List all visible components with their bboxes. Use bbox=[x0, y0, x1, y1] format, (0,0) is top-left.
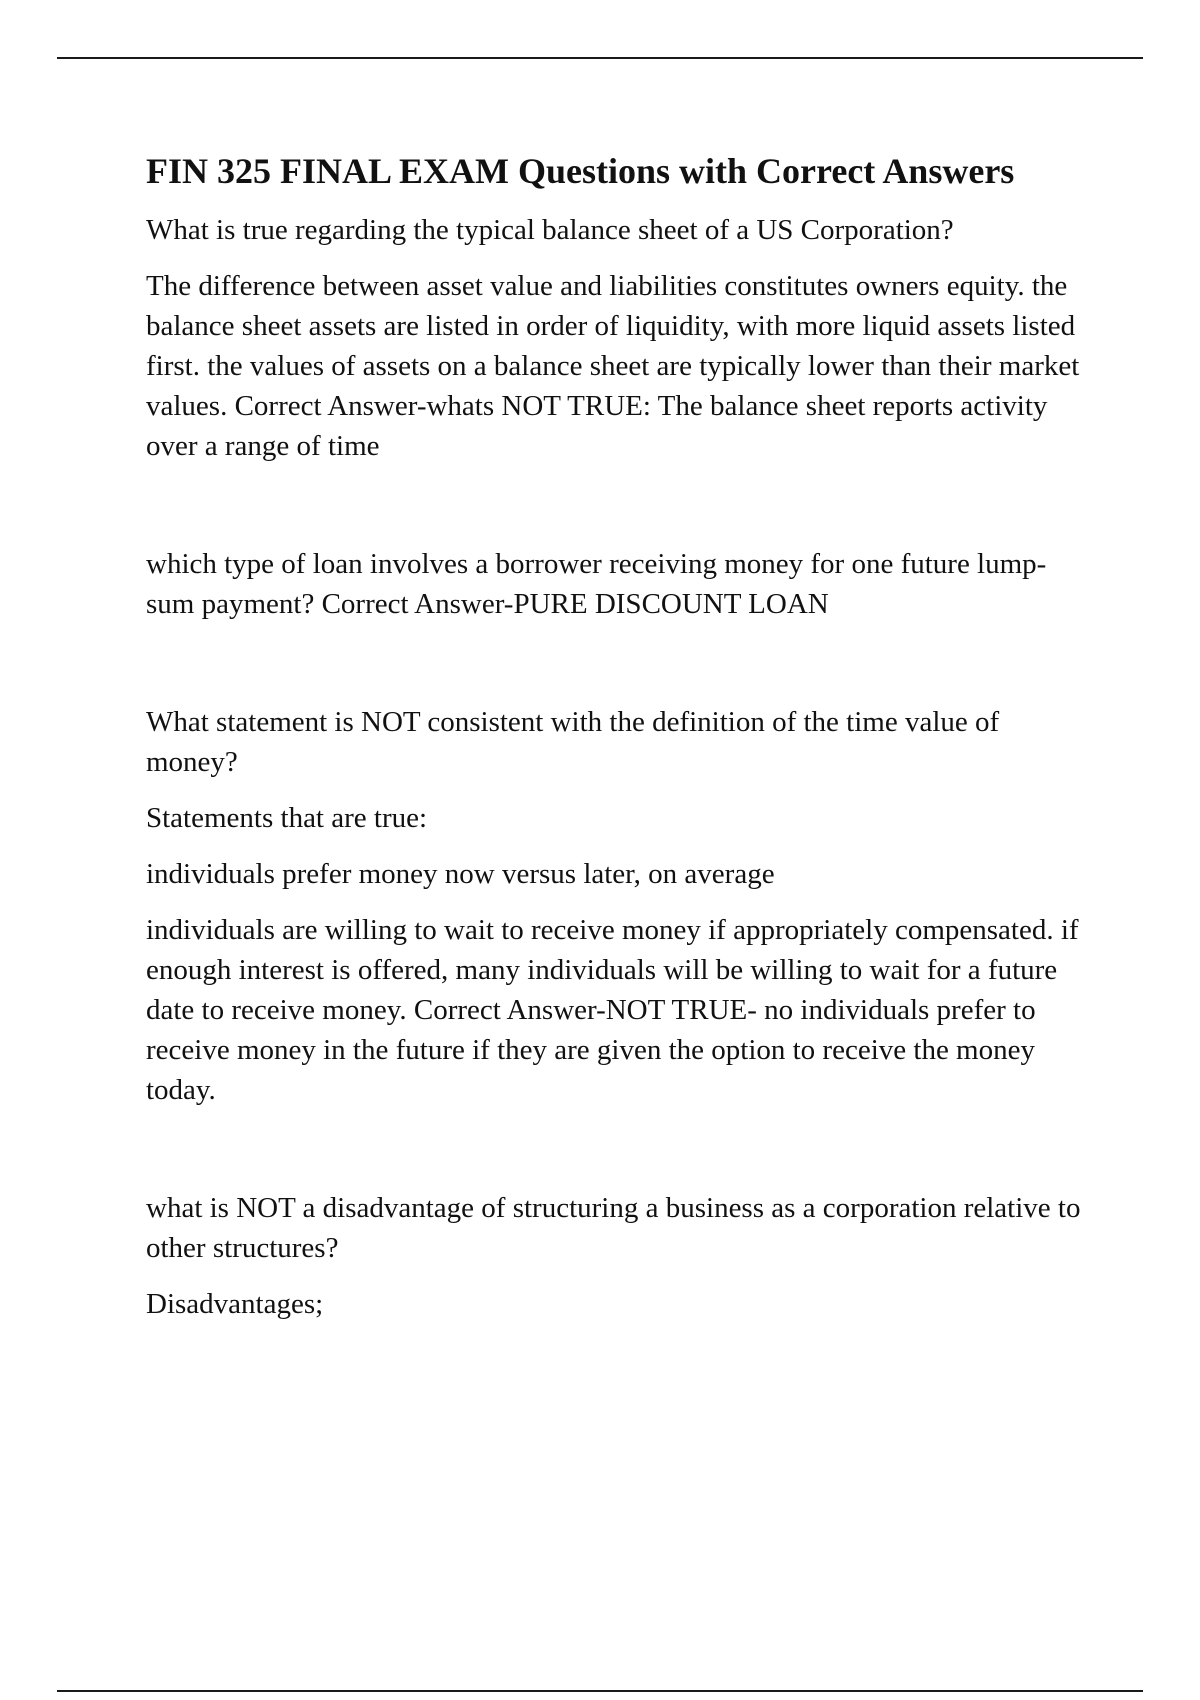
question-block-3 bbox=[146, 702, 1091, 1110]
question-block-2 bbox=[146, 544, 1091, 624]
header-rule bbox=[57, 57, 1143, 59]
answer-text: The difference between asset value and liabilities constitutes owners equity. the balance sheet assets are listed in order of liquidity, with more liquid assets listed first. the values of assets on a balance sheet are typically lower than their market values. Correct Answer-whats NOT TRUE: The balance sheet reports activity over a range of time bbox=[146, 270, 1080, 462]
question-text: What statement is NOT consistent with the definition of the time value of money? bbox=[146, 706, 1000, 778]
footer-rule bbox=[57, 1690, 1143, 1692]
question-text: what is NOT a disadvantage of structuring a business as a corporation relative to other structures? bbox=[146, 1192, 1081, 1264]
question-block-1 bbox=[146, 210, 1091, 466]
statement-text: individuals prefer money now versus later, on average bbox=[146, 858, 775, 890]
question-text: What is true regarding the typical balance sheet of a US Corporation? bbox=[146, 214, 954, 246]
answer-text: individuals are willing to wait to receive money if appropriately compensated. if enough interest is offered, many individuals will be willing to wait for a future date to receive money. Correct Answer-NOT TRUE- no individuals prefer to receive money in the future if they are given the option to receive the money today. bbox=[146, 914, 1079, 1106]
statement-heading: Statements that are true: bbox=[146, 802, 428, 834]
document-title: FIN 325 FINAL EXAM Questions with Correct Answers bbox=[146, 151, 1015, 191]
list-heading: Disadvantages; bbox=[146, 1288, 324, 1320]
question-answer-text: which type of loan involves a borrower receiving money for one future lump-sum payment? Correct Answer-PURE DISCOUNT LOAN bbox=[146, 548, 1047, 620]
question-block-4 bbox=[146, 1188, 1091, 1324]
page-content bbox=[146, 146, 1091, 1340]
